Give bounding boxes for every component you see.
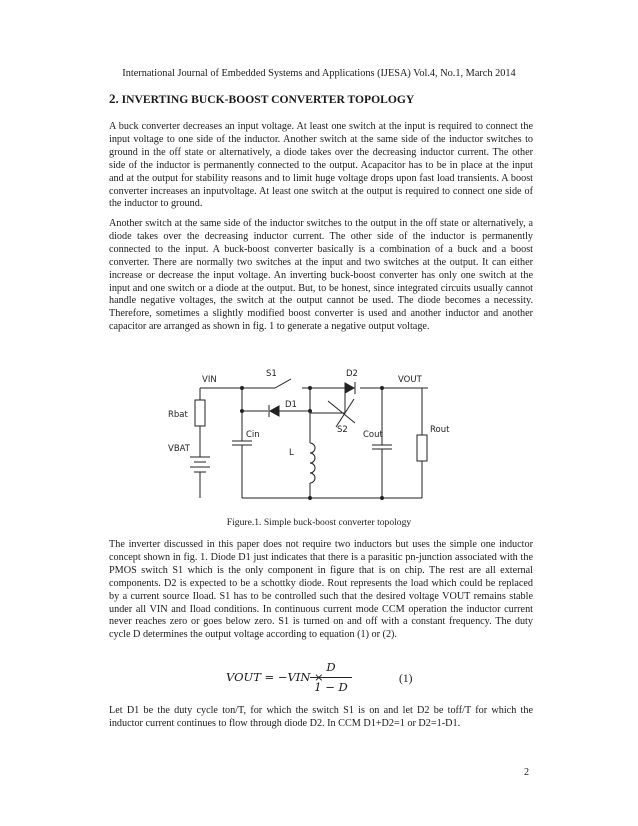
capacitor-cin xyxy=(232,441,252,445)
label-vbat: VBAT xyxy=(168,444,190,454)
section-heading xyxy=(109,91,414,107)
switch-s2 xyxy=(310,388,355,427)
paragraph-inverter-description: The inverter discussed in this paper does not require two inductors but uses the simple one inductor concept shown in fig. 1. Diode D1 just indicates that there is a parasitic pn-junction associated with the PMOS switch S1 which is the only component in figure that is on chip. The rest are all external components. D2 is expected to be a schottky diode. Rout represents the load which could be replaced by a current source Iload. S1 has to be controlled such that the desired voltage VOUT remains stable under all VIN and Iload conditions. In continuous current mode CCM operation the inductor current never reaches zero or goes below zero. S1 is turned on and off with a constant frequency. The duty cycle D determines the output voltage according to equation (1) or (2). xyxy=(109,539,533,641)
equation-denominator: 1 − D xyxy=(314,680,348,694)
equation-1 xyxy=(226,660,426,696)
equation-lhs: VOUT = −VIN × xyxy=(226,670,324,684)
paragraph-buck-converter: A buck converter decreases an input voltage. At least one switch at the input is required to connect the input voltage to one side of the inductor. Another switch at the same side of the inductor switches to ground in the off state or alternatively, a diode takes over the decreasing inductor current. The other side of the inductor is permanently connected to the output. Acapacitor has to be in place at the input and at the output for stability reasons and to limit huge voltage drops upon fast load transients. A boost converter increases an inputvoltage. At least one switch at the output is required to connect one side of the inductor to ground. xyxy=(109,121,533,210)
label-cin: Cin xyxy=(246,430,260,440)
label-s1: S1 xyxy=(266,369,277,379)
resistor-rbat xyxy=(195,400,205,426)
label-cout: Cout xyxy=(363,430,383,440)
battery-vbat xyxy=(190,457,210,472)
paragraph-duty-cycle: Let D1 be the duty cycle ton/T, for which the switch S1 is on and let D2 be toff/T for which the inductor current continues to flow through diode D2. In CCM D1+D2=1 or D2=1-D1. xyxy=(109,705,533,729)
page-number: 2 xyxy=(524,767,530,778)
equation-fraction xyxy=(308,660,354,694)
equation-label: (1) xyxy=(399,673,413,685)
resistor-rout xyxy=(417,435,427,461)
label-rout: Rout xyxy=(430,425,450,435)
figure-caption: Figure.1. Simple buck-boost converter topology xyxy=(226,517,412,528)
label-d1: D1 xyxy=(285,400,297,410)
section-number: 2. xyxy=(109,91,119,106)
capacitor-cout xyxy=(372,445,392,449)
equation-numerator: D xyxy=(326,660,336,674)
diode-d1 xyxy=(269,405,279,417)
label-vout: VOUT xyxy=(398,375,422,385)
diode-d2 xyxy=(345,382,355,394)
journal-header: International Journal of Embedded Systems and Applications (IJESA) Vol.4, No.1, March 2014 xyxy=(122,68,516,79)
switch-s1 xyxy=(275,379,291,388)
section-title-text: INVERTING BUCK-BOOST CONVERTER TOPOLOGY xyxy=(121,93,415,106)
label-rbat: Rbat xyxy=(168,410,188,420)
fraction-bar xyxy=(310,677,352,678)
label-vin: VIN xyxy=(202,375,217,385)
label-d2: D2 xyxy=(346,369,358,379)
inductor-l xyxy=(310,443,315,483)
label-l: L xyxy=(289,448,294,458)
circuit-figure xyxy=(160,365,460,505)
paragraph-buck-boost: Another switch at the same side of the inductor switches to the output in the off state or alternatively, a diode takes over the decreasing inductor current. The other side of the inductor is permanently connected to the input. A buck-boost converter basically is a combination of a buck and a boost converter. There are normally two switches at the input and two switches at the output. It can either increase or decrease the input voltage. An inverting buck-boost converter has only one switch at the input and one switch or a diode at the output. But, to be honest, since integrated circuits usually cannot handle negative voltages, the switch at the output cannot be used. The diode becomes a necessity. Therefore, sometimes a slightly modified boost converter is used and another inductor and another capacitor are arranged as shown in fig. 1 to generate a negative output voltage. xyxy=(109,218,533,333)
label-s2: S2 xyxy=(337,425,348,435)
buck-boost-schematic xyxy=(160,365,460,505)
